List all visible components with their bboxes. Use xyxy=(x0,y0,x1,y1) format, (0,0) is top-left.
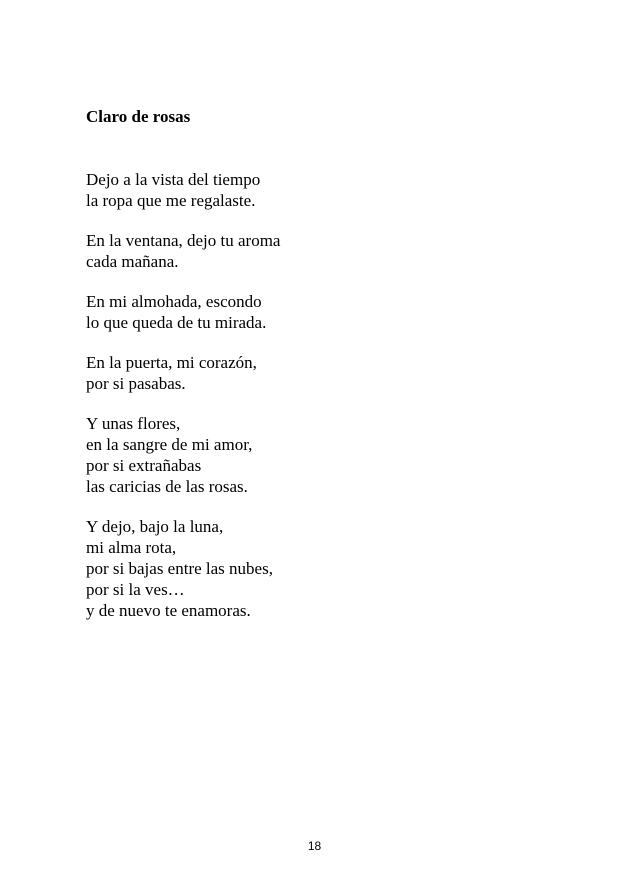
poem-line: por si bajas entre las nubes, xyxy=(86,559,273,578)
poem-line: mi alma rota, xyxy=(86,538,177,557)
poem-line: Dejo a la vista del tiempo xyxy=(86,170,261,189)
poem-body xyxy=(86,169,280,640)
poem-line: por si la ves… xyxy=(86,580,185,599)
stanza-3 xyxy=(86,291,280,333)
stanza-1 xyxy=(86,169,280,211)
poem-line: En mi almohada, escondo xyxy=(86,292,262,311)
stanza-2 xyxy=(86,230,280,272)
poem-line: por si extrañabas xyxy=(86,456,202,475)
poem-line: lo que queda de tu mirada. xyxy=(86,313,267,332)
stanza-6 xyxy=(86,516,280,621)
poem-line: por si pasabas. xyxy=(86,374,186,393)
poem-line: cada mañana. xyxy=(86,252,179,271)
poem-line: Y dejo, bajo la luna, xyxy=(86,517,224,536)
poem-line: en la sangre de mi amor, xyxy=(86,435,253,454)
stanza-4 xyxy=(86,352,280,394)
poem-line: y de nuevo te enamoras. xyxy=(86,601,251,620)
page-number: 18 xyxy=(307,839,322,853)
poem-line: En la ventana, dejo tu aroma xyxy=(86,231,281,250)
poem-title: Claro de rosas xyxy=(86,107,191,126)
poem-line: En la puerta, mi corazón, xyxy=(86,353,257,372)
poem-line: la ropa que me regalaste. xyxy=(86,191,256,210)
poem-line: las caricias de las rosas. xyxy=(86,477,248,496)
poem-line: Y unas flores, xyxy=(86,414,181,433)
stanza-5 xyxy=(86,413,280,497)
